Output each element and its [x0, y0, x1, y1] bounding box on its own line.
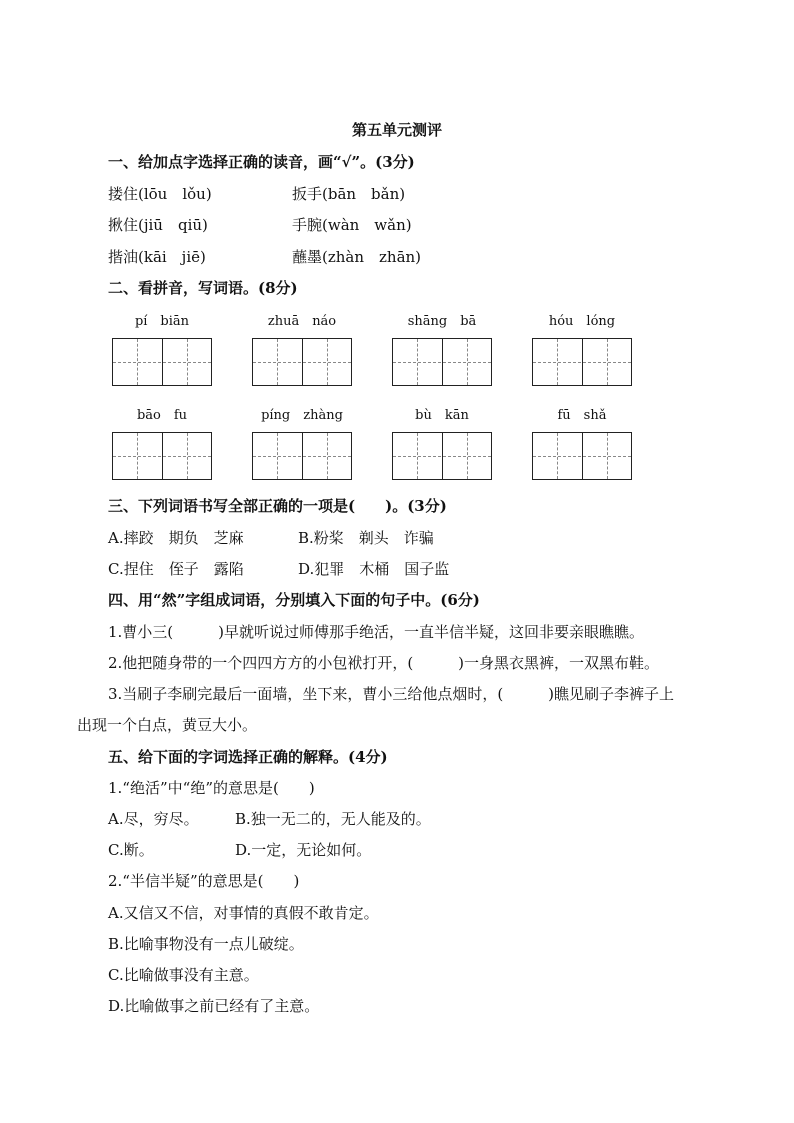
- pinyin-label: zhuā náo: [267, 314, 337, 329]
- option-a: A.摔跤 期负 芝麻: [108, 529, 244, 547]
- option-b: B.独一无二的，无人能及的。: [235, 810, 431, 828]
- pinyin-label: bāo fu: [136, 408, 188, 423]
- section2-heading: 二、看拼音，写词语。(8分): [108, 279, 298, 297]
- section4-heading: 四、用“然”字组成词语，分别填入下面的句子中。(6分): [108, 591, 480, 609]
- pinyin-label: shāng bā: [407, 314, 477, 329]
- page-title: 第五单元测评: [351, 121, 442, 139]
- section1-heading: 一、给加点字选择正确的读音，画“√”。(3分): [108, 153, 415, 171]
- section3-heading: 三、下列词语书写全部正确的一项是( )。(3分): [108, 497, 447, 515]
- option-c: C.断。: [108, 841, 154, 859]
- option-d: D.一定，无论如何。: [235, 841, 372, 859]
- s4-question: 2.他把随身带的一个四四方方的小包袱打开，( )一身黑衣黑裤，一双黑布鞋。: [108, 654, 660, 672]
- s1-item: 扳手(bān bǎn): [292, 185, 406, 203]
- option-b: B.粉桨 剃头 诈骗: [298, 529, 434, 547]
- s1-item: 蘸墨(zhàn zhān): [292, 248, 422, 266]
- option-c: C.比喻做事没有主意。: [108, 966, 259, 984]
- pinyin-label: pí biān: [134, 314, 190, 329]
- pinyin-label: píng zhàng: [261, 408, 343, 423]
- s1-item: 揪住(jiū qiū): [108, 216, 208, 234]
- writing-grid[interactable]: [252, 432, 352, 480]
- s1-item: 手腕(wàn wǎn): [292, 216, 412, 234]
- pinyin-label: bù kān: [415, 408, 469, 423]
- option-a: A.又信又不信，对事情的真假不敢肯定。: [108, 904, 379, 922]
- writing-grid[interactable]: [392, 338, 492, 386]
- option-d: D.犯罪 木桶 国子监: [298, 560, 450, 578]
- pinyin-label: fū shǎ: [557, 408, 607, 423]
- writing-grid[interactable]: [112, 338, 212, 386]
- writing-grid[interactable]: [112, 432, 212, 480]
- s5-question: 1.“绝活”中“绝”的意思是( ): [108, 779, 315, 797]
- option-b: B.比喻事物没有一点儿破绽。: [108, 935, 304, 953]
- writing-grid[interactable]: [532, 338, 632, 386]
- writing-grid[interactable]: [252, 338, 352, 386]
- pinyin-label: hóu lóng: [548, 314, 616, 329]
- section5-heading: 五、给下面的字词选择正确的解释。(4分): [108, 748, 388, 766]
- option-d: D.比喻做事之前已经有了主意。: [108, 997, 320, 1015]
- writing-grid[interactable]: [392, 432, 492, 480]
- s5-question: 2.“半信半疑”的意思是( ): [108, 872, 300, 890]
- writing-grid[interactable]: [532, 432, 632, 480]
- s4-question: 1.曹小三( )早就听说过师傅那手绝活，一直半信半疑，这回非要亲眼瞧瞧。: [108, 623, 645, 641]
- s4-question: 3.当刷子李刷完最后一面墙，坐下来，曹小三给他点烟时，( )瞧见刷子李裤子上: [108, 685, 675, 703]
- s1-item: 揩油(kāi jiē): [108, 248, 206, 266]
- option-a: A.尽，穷尽。: [108, 810, 199, 828]
- s4-question-continued: 出现一个白点，黄豆大小。: [77, 716, 258, 734]
- option-c: C.捏住 侄子 露陷: [108, 560, 244, 578]
- s1-item: 搂住(lōu lǒu): [108, 185, 212, 203]
